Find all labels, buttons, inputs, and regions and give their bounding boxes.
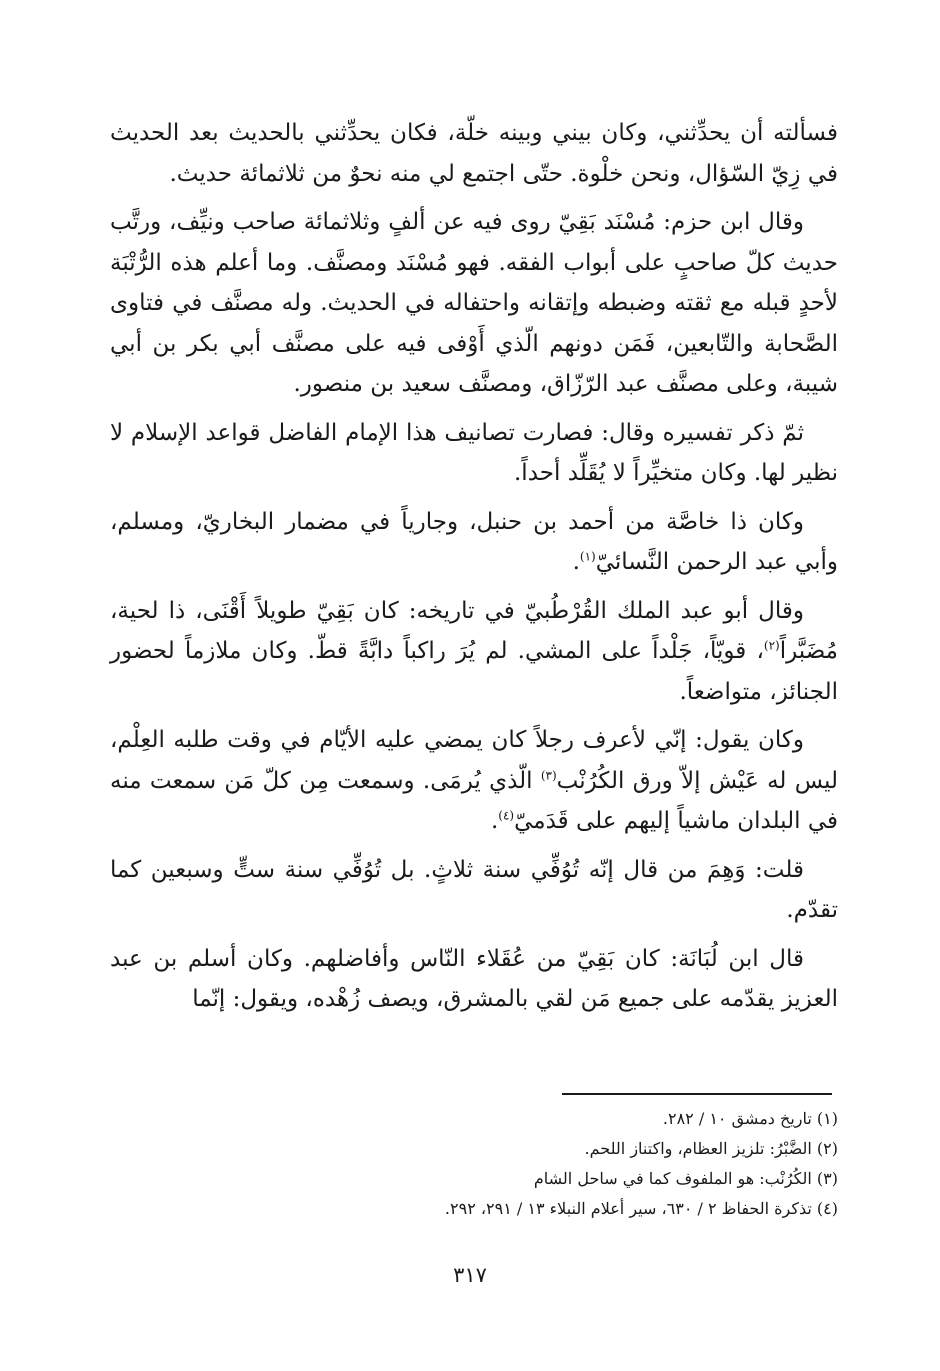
paragraph-8: قال ابن لُبَانَة: كان بَقِيّ من عُقَلاء النّاس وأفاضلهم. وكان أسلم بن عبد العزيز يقدّمه على جميع مَن لقي بالمشرق، ويصف زُهْده، ويقول: إنّما <box>110 945 838 1012</box>
footnote-4: (٤) تذكرة الحفاظ ٢ / ٦٣٠، سير أعلام النبلاء ١٣ / ٢٩١، ٢٩٢. <box>444 1199 838 1218</box>
paragraph-6-tail: . <box>490 808 499 834</box>
paragraph-6-text-a: وكان يقول: إنّي لأعرف رجلاً كان يمضي عليه الأيّام في وقت طلبه العِلْم، ليس له عَيْش إلاّ ورق الكُرُنْب <box>110 727 838 794</box>
paragraph-6-text-b: الّذي يُرمَى. وسمعت مِن كلّ مَن سمعت منه في البلدان ماشياً إليهم على قَدَميّ <box>110 767 838 834</box>
paragraph-5-text-b: ، قويّاً، جَلْداً على المشي. لم يُرَ راكباً دابَّةً قطّ. وكان ملازماً لحضور الجنائز، متواضعاً. <box>110 638 838 705</box>
paragraph-4-tail: . <box>572 549 580 575</box>
paragraph-4 <box>110 502 838 583</box>
footnote-separator <box>562 1093 832 1095</box>
page-number: ٣١٧ <box>453 1263 487 1287</box>
paragraph-1: فسألته أن يحدِّثني، وكان بيني وبينه خلّة، فكان يحدِّثني بالحديث بعد الحديث في زِيّ السّؤال، ونحن خلْوة. حتّى اجتمع لي منه نحوٌ من ثلاثمائة حديث. <box>110 120 838 187</box>
footnote-ref-3[interactable]: (٣) <box>540 767 557 782</box>
footnote-ref-2[interactable]: (٢) <box>763 638 780 653</box>
main-text <box>110 113 838 1028</box>
footnote-1: (١) تاريخ دمشق ١٠ / ٢٨٢. <box>662 1109 838 1128</box>
paragraph-3: ثمّ ذكر تفسيره وقال: فصارت تصانيف هذا الإمام الفاضل قواعد الإسلام لا نظير لها. وكان متخيِّراً لا يُقَلِّد أحداً. <box>110 419 838 486</box>
footnote-ref-4[interactable]: (٤) <box>498 808 515 823</box>
footnote-2: (٢) الضَّبْرُ: تلزيز العظام، واكتناز اللحم. <box>584 1139 838 1158</box>
paragraph-7: قلت: وَهِمَ من قال إنّه تُوُفِّي سنة ثلاثٍ. بل تُوُفِّي سنة ستٍّ وسبعين كما تقدّم. <box>110 856 838 923</box>
footnote-ref-1[interactable]: (١) <box>579 549 596 564</box>
paragraph-5 <box>110 591 838 713</box>
paragraph-4-text: وكان ذا خاصَّة من أحمد بن حنبل، وجارياً في مضمار البخاريّ، ومسلم، وأبي عبد الرحمن النَّسائيّ <box>110 508 838 575</box>
paragraph-6 <box>110 720 838 842</box>
paragraph-5-text-a: وقال أبو عبد الملك القُرْطُبيّ في تاريخه: كان بَقِيّ طويلاً أَقْنَى، ذا لحية، مُضَبَّراً <box>110 597 838 664</box>
footnote-3: (٣) الكُرُنْب: هو الملفوف كما في ساحل الشام <box>533 1169 838 1188</box>
paragraph-2: وقال ابن حزم: مُسْنَد بَقِيّ روى فيه عن ألفٍ وثلاثمائة صاحب ونيِّف، ورتَّب حديث كلّ صاحبٍ على أبواب الفقه. فهو مُسْنَد ومصنَّف. وما أعلم هذه الرُّتْبَة لأحدٍ قبله مع ثقته وضبطه وإتقانه واحتفاله في الحديث. وله مصنَّف في فتاوى الصَّحابة والتّابعين، فَمَن دونهم الّذي أَوْفى فيه على مصنَّف أبي بكر بن أبي شيبة، وعلى مصنَّف عبد الرّزّاق، ومصنَّف سعيد بن منصور. <box>110 209 838 397</box>
footnotes <box>110 1104 838 1224</box>
